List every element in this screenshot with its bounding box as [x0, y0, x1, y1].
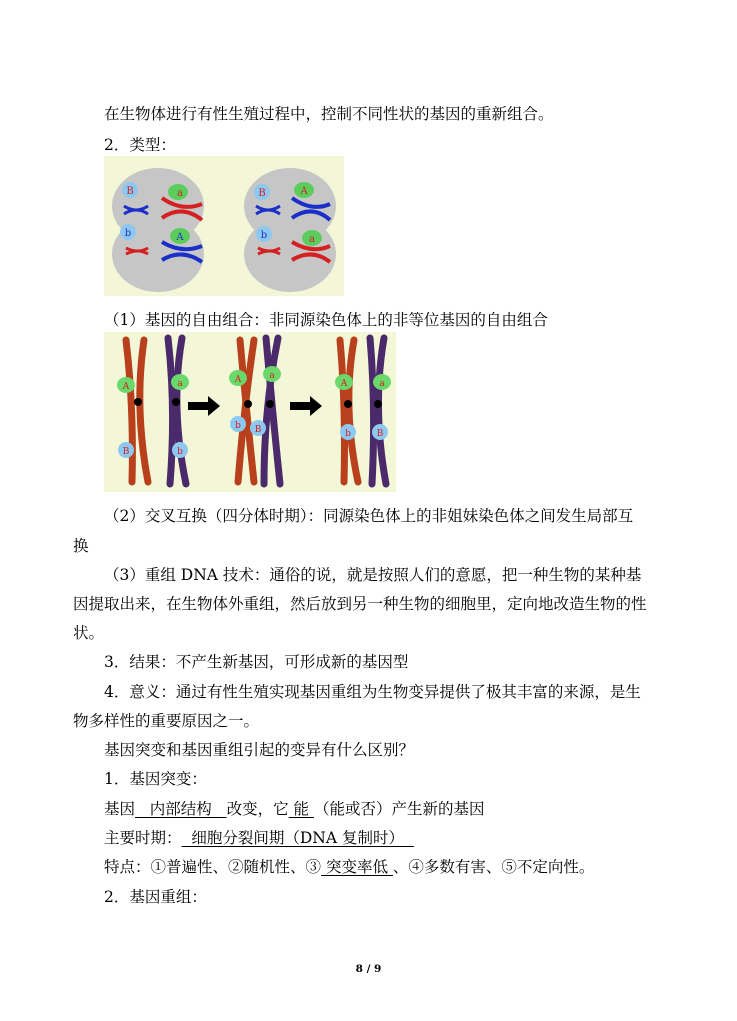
gene-label: b [177, 447, 183, 457]
text-segment: 主要时期： [104, 829, 182, 847]
crossover-figure [104, 332, 396, 492]
dna-text-2: 因提取出来，在生物体外重组，然后放到另一种生物的细胞里，定向地改造生物的性 [73, 595, 647, 613]
dna-text-3: 状。 [73, 624, 105, 642]
crossover-text-1: （2）交叉互换（四分体时期）：同源染色体上的非姐妹染色体之间发生局部互 [104, 507, 634, 525]
blank-answer: 突变率低 [321, 858, 393, 876]
gene-label: A [300, 186, 308, 197]
text-segment: 改变，它 [226, 800, 289, 818]
text-segment: （能或否）产生新的基因 [313, 800, 485, 818]
text-segment: 特点：①普遍性、②随机性、③ [104, 858, 322, 876]
gene-label: A [340, 379, 348, 389]
crossover-text-2: 换 [73, 537, 89, 555]
recomb-heading: 2．基因重组： [104, 888, 207, 906]
blank-answer: 能 [288, 800, 314, 818]
gene-label: b [235, 421, 241, 431]
mutation-gene-line [104, 799, 484, 819]
blank-answer: 细胞分裂间期（DNA 复制时） [181, 829, 414, 847]
traits-line [104, 857, 594, 877]
gene-label: b [260, 230, 268, 241]
intro-text: 在生物体进行有性生殖过程中，控制不同性状的基因的重新组合。 [104, 105, 554, 123]
gene-label: A [122, 382, 130, 392]
text-segment: 、④多数有害、⑤不定向性。 [392, 858, 595, 876]
type-heading: 2．类型： [104, 136, 176, 154]
gene-label: B [376, 429, 384, 439]
gene-label: a [269, 371, 275, 381]
text-segment: 基因 [104, 800, 136, 818]
meaning-text-1: 4．意义：通过有性生殖实现基因重组为生物变异提供了极其丰富的来源，是生 [104, 683, 641, 701]
mutation-heading: 1．基因突变： [104, 770, 207, 788]
gene-label: A [234, 375, 242, 385]
gene-label: B [122, 447, 130, 457]
gene-label: a [177, 379, 183, 389]
gene-label: b [124, 228, 132, 239]
cell-lower-right [244, 216, 336, 292]
question-text: 基因突变和基因重组引起的变异有什么区别？ [104, 741, 415, 759]
recombination-cells-figure [104, 156, 344, 296]
result-text: 3．结果：不产生新基因，可形成新的基因型 [104, 653, 409, 671]
free-combination-text: （1）基因的自由组合：非同源染色体上的非等位基因的自由组合 [104, 311, 548, 329]
gene-label: B [126, 186, 134, 197]
blank-answer: 内部结构 [135, 800, 227, 818]
period-line [104, 828, 414, 848]
gene-label: A [176, 232, 184, 243]
page-number: 8 / 9 [355, 963, 382, 975]
gene-label: B [254, 425, 262, 435]
gene-label: a [309, 234, 315, 245]
dna-text-1: （3）重组 DNA 技术：通俗的说，就是按照人们的意愿，把一种生物的某种基 [104, 566, 642, 584]
gene-label: a [379, 379, 385, 389]
gene-label: b [345, 429, 351, 439]
meaning-text-2: 物多样性的重要原因之一。 [73, 712, 260, 730]
gene-label: B [258, 188, 266, 199]
gene-label: a [177, 188, 183, 199]
